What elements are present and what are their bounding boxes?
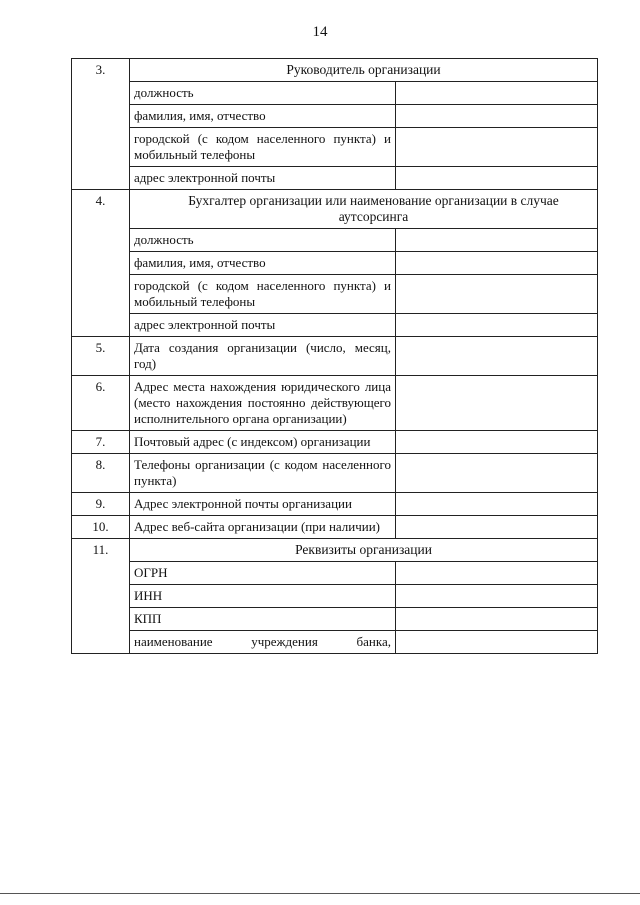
field-label: Почтовый адрес (с индексом) организации	[130, 431, 396, 454]
field-label: Телефоны организации (с кодом населенного пункта)	[130, 454, 396, 493]
row-number: 5.	[72, 337, 130, 376]
table-row	[72, 167, 598, 190]
row-number: 6.	[72, 376, 130, 431]
organization-info-table	[71, 58, 598, 654]
page-bottom-edge	[0, 893, 640, 894]
field-label: должность	[130, 229, 396, 252]
field-value-cell[interactable]	[396, 454, 598, 493]
field-label: городской (с кодом населенного пункта) и мобильный телефоны	[130, 128, 396, 167]
table-row	[72, 585, 598, 608]
field-value-cell[interactable]	[396, 337, 598, 376]
field-value-cell[interactable]	[396, 608, 598, 631]
field-value-cell[interactable]	[396, 516, 598, 539]
field-label: ИНН	[130, 585, 396, 608]
table-row	[72, 337, 598, 376]
table-row	[72, 539, 598, 562]
table-row	[72, 128, 598, 167]
page-number: 14	[312, 24, 328, 40]
field-value-cell[interactable]	[396, 229, 598, 252]
row-number: 9.	[72, 493, 130, 516]
field-value-cell[interactable]	[396, 562, 598, 585]
table-row	[72, 314, 598, 337]
table-row	[72, 608, 598, 631]
table-row	[72, 562, 598, 585]
field-value-cell[interactable]	[396, 493, 598, 516]
row-number: 3.	[72, 59, 130, 190]
table-row	[72, 631, 598, 654]
table-row	[72, 82, 598, 105]
table-row	[72, 516, 598, 539]
table-row	[72, 454, 598, 493]
field-label: Дата создания организации (число, месяц, год)	[130, 337, 396, 376]
row-number: 10.	[72, 516, 130, 539]
field-label: фамилия, имя, отчество	[130, 252, 396, 275]
field-label: КПП	[130, 608, 396, 631]
field-label: Адрес веб-сайта организации (при наличии)	[130, 516, 396, 539]
field-value-cell[interactable]	[396, 275, 598, 314]
row-number: 7.	[72, 431, 130, 454]
field-value-cell[interactable]	[396, 631, 598, 654]
field-value-cell[interactable]	[396, 252, 598, 275]
field-value-cell[interactable]	[396, 167, 598, 190]
field-value-cell[interactable]	[396, 585, 598, 608]
table-row	[72, 431, 598, 454]
field-label: Адрес места нахождения юридического лица (место нахождения постоянно действующего исполнительного органа организации)	[130, 376, 396, 431]
table-row	[72, 59, 598, 82]
field-label: адрес электронной почты	[130, 314, 396, 337]
field-label: наименование учреждения банка,	[130, 631, 396, 654]
field-label: городской (с кодом населенного пункта) и мобильный телефоны	[130, 275, 396, 314]
field-label: ОГРН	[130, 562, 396, 585]
section-heading: Бухгалтер организации или наименование организации в случае аутсорсинга	[130, 190, 598, 229]
row-number: 8.	[72, 454, 130, 493]
table-row	[72, 376, 598, 431]
table-row	[72, 105, 598, 128]
field-value-cell[interactable]	[396, 431, 598, 454]
field-label: адрес электронной почты	[130, 167, 396, 190]
section-heading: Реквизиты организации	[130, 539, 598, 562]
section-heading: Руководитель организации	[130, 59, 598, 82]
table-row	[72, 275, 598, 314]
field-value-cell[interactable]	[396, 376, 598, 431]
field-label: фамилия, имя, отчество	[130, 105, 396, 128]
table-row	[72, 190, 598, 229]
field-value-cell[interactable]	[396, 82, 598, 105]
row-number: 11.	[72, 539, 130, 654]
row-number: 4.	[72, 190, 130, 337]
table-row	[72, 493, 598, 516]
field-value-cell[interactable]	[396, 314, 598, 337]
field-label: должность	[130, 82, 396, 105]
field-value-cell[interactable]	[396, 128, 598, 167]
field-value-cell[interactable]	[396, 105, 598, 128]
table-row	[72, 252, 598, 275]
table-row	[72, 229, 598, 252]
field-label: Адрес электронной почты организации	[130, 493, 396, 516]
